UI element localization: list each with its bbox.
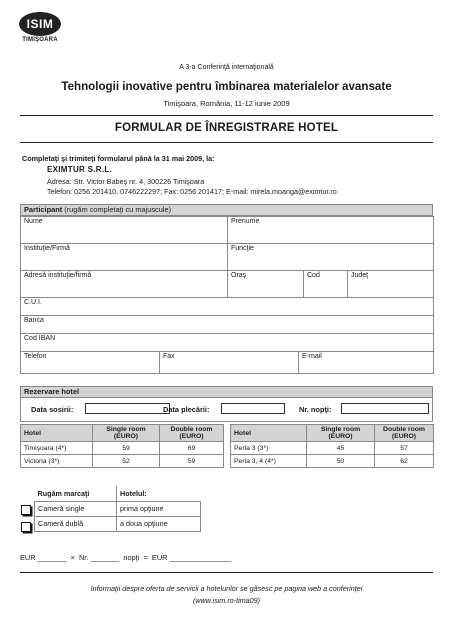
double-room-checkbox[interactable] bbox=[21, 522, 31, 532]
field-label: Instituţie/Firmă bbox=[24, 245, 70, 252]
table-row bbox=[231, 442, 434, 455]
participant-address-table bbox=[20, 270, 434, 298]
hotel-choice-label: Hotelul: bbox=[120, 488, 147, 498]
field-label: C.U.I. bbox=[24, 299, 42, 306]
double-price: 57 bbox=[375, 442, 434, 455]
col-hotel: Hotel bbox=[21, 425, 93, 442]
col-hotel: Hotel bbox=[231, 425, 307, 442]
nights-input[interactable] bbox=[341, 403, 429, 414]
room-single-option[interactable]: Cameră single bbox=[35, 501, 117, 516]
table-row bbox=[21, 455, 224, 468]
field-prenume[interactable] bbox=[228, 217, 434, 244]
company-phones: Telefon: 0256 201410, 0746222297; Fax: 0256 201417; E-mail: mirela.moanga@eximtur.ro bbox=[47, 187, 337, 196]
single-price: 45 bbox=[307, 442, 375, 455]
field-iban[interactable] bbox=[21, 334, 434, 352]
field-judet[interactable] bbox=[348, 271, 434, 298]
nights-label: Nr. nopţi: bbox=[299, 405, 332, 414]
field-fax[interactable] bbox=[160, 352, 299, 374]
single-room-checkbox[interactable] bbox=[21, 505, 31, 515]
col-single: Single room (EURO) bbox=[307, 425, 375, 442]
field-cod[interactable] bbox=[304, 271, 348, 298]
field-label: Funcţie bbox=[231, 245, 254, 252]
hotel-name: Victoria (3*) bbox=[21, 455, 93, 468]
departure-date-input[interactable] bbox=[221, 403, 285, 414]
arrival-date-input[interactable] bbox=[85, 403, 170, 414]
logo-mark: ISIM bbox=[19, 12, 61, 36]
field-oras[interactable] bbox=[228, 271, 304, 298]
company-address: Adresa: Str. Victor Babeş nr. 4, 300226 Timişoara bbox=[47, 177, 205, 186]
col-single: Single room (EURO) bbox=[93, 425, 160, 442]
table-row bbox=[21, 442, 224, 455]
single-price: 52 bbox=[93, 455, 160, 468]
participant-contact-table bbox=[20, 351, 434, 374]
double-price: 59 bbox=[160, 455, 224, 468]
footer-url: (www.isim.ro-tima09) bbox=[192, 596, 261, 605]
room-double-option[interactable]: Cameră dublă bbox=[35, 516, 117, 531]
field-email[interactable] bbox=[299, 352, 434, 374]
logo-city: TIMIŞOARA bbox=[22, 37, 58, 43]
form-title: FORMULAR DE ÎNREGISTRARE HOTEL bbox=[114, 122, 339, 134]
field-banca[interactable] bbox=[21, 316, 434, 334]
participant-heading: Participant bbox=[24, 205, 63, 214]
arrival-label: Data sosirii: bbox=[31, 405, 74, 414]
field-label: Oraş bbox=[231, 272, 247, 279]
field-label: E-mail bbox=[302, 353, 322, 360]
conference-place-date: Timişoara, România, 11-12 iunie 2009 bbox=[163, 99, 290, 108]
reservation-heading: Rezervare hotel bbox=[24, 387, 80, 396]
field-label: Adresă instituţie/firmă bbox=[24, 272, 92, 279]
field-institutie[interactable] bbox=[21, 244, 228, 271]
hotel-price-table-right bbox=[230, 424, 434, 468]
hotel-name: Timişoara (4*) bbox=[21, 442, 93, 455]
double-price: 69 bbox=[160, 442, 224, 455]
single-price: 50 bbox=[307, 455, 375, 468]
double-price: 62 bbox=[375, 455, 434, 468]
col-double: Double room (EURO) bbox=[160, 425, 224, 442]
participant-table bbox=[20, 216, 434, 271]
participant-hint: (rugăm completaţi cu majuscule) bbox=[62, 205, 172, 214]
mark-label: Rugăm marcaţi bbox=[35, 486, 117, 501]
field-nume[interactable] bbox=[21, 217, 228, 244]
divider bbox=[20, 142, 433, 143]
hotel-name: Perla 3, 4 (4*) bbox=[231, 455, 307, 468]
field-label: Banca bbox=[24, 317, 44, 324]
reservation-dates bbox=[20, 398, 433, 422]
isim-logo bbox=[19, 12, 61, 46]
field-adresa[interactable] bbox=[21, 271, 228, 298]
departure-label: Data plecării: bbox=[163, 405, 210, 414]
reservation-section-header bbox=[20, 386, 433, 398]
field-functie[interactable] bbox=[228, 244, 434, 271]
participant-section-header bbox=[20, 204, 433, 216]
field-label: Prenume bbox=[231, 218, 260, 225]
field-label: Fax bbox=[163, 353, 175, 360]
divider bbox=[20, 572, 433, 573]
instructions: Completaţi şi trimiteţi formularul până la 31 mai 2009, la: bbox=[22, 154, 215, 163]
cost-calculation-line: EUR _______ × Nr. _______ nopţi = EUR _______________ bbox=[20, 553, 232, 562]
participant-bank-table bbox=[20, 297, 434, 352]
divider bbox=[20, 115, 433, 116]
field-telefon[interactable] bbox=[21, 352, 160, 374]
col-double: Double room (EURO) bbox=[375, 425, 434, 442]
first-choice-field[interactable]: prima opţiune bbox=[117, 501, 201, 516]
field-label: Cod IBAN bbox=[24, 335, 56, 342]
field-label: Judeţ bbox=[351, 272, 369, 279]
hotel-name: Perla 3 (3*) bbox=[231, 442, 307, 455]
table-row bbox=[231, 455, 434, 468]
conference-title: Tehnologii inovative pentru îmbinarea materialelor avansate bbox=[61, 80, 392, 93]
field-label: Telefon bbox=[24, 353, 47, 360]
company-name: EXIMTUR S.R.L. bbox=[47, 165, 113, 174]
field-cui[interactable] bbox=[21, 298, 434, 316]
footer-note: Informaţii despre oferta de servicii a hotelurilor se găsesc pe pagina web a conferinţei bbox=[90, 584, 363, 593]
field-label: Nume bbox=[24, 218, 43, 225]
single-price: 59 bbox=[93, 442, 160, 455]
hotel-price-table-left bbox=[20, 424, 224, 468]
room-choice-table bbox=[34, 486, 201, 532]
field-label: Cod bbox=[307, 272, 320, 279]
second-choice-field[interactable]: a doua opţiune bbox=[117, 516, 201, 531]
conference-edition: A 3-a Conferinţă internaţională bbox=[179, 64, 274, 71]
